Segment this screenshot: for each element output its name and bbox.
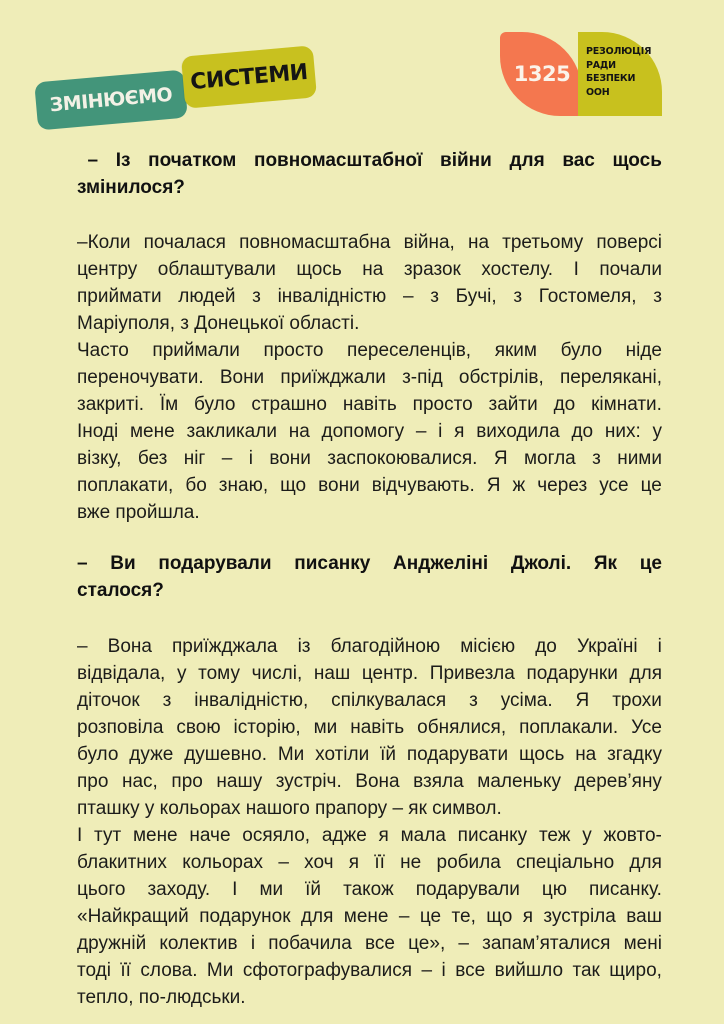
logo-word-zminiuiemo: ЗМІНЮЄМО — [34, 70, 188, 131]
word: ж — [512, 475, 526, 496]
answer-2-line — [77, 741, 662, 768]
logo-line: БЕЗПЕКИ — [586, 73, 636, 84]
word: почали — [599, 259, 662, 280]
word: до — [553, 394, 576, 415]
word: вони — [318, 475, 360, 496]
word: у — [176, 663, 187, 684]
word: діточок — [77, 690, 140, 711]
word: жовто- — [603, 825, 662, 846]
word: Я — [486, 475, 501, 496]
answer-1-line — [77, 472, 662, 499]
word: Джолі. — [510, 553, 572, 574]
word: переночувати. — [77, 367, 204, 388]
word: зразок — [403, 259, 461, 280]
word: побачила — [268, 933, 352, 954]
word: мене — [343, 906, 389, 927]
word: – — [77, 636, 88, 657]
word: почалася — [143, 232, 226, 253]
word: обстрілів, — [458, 367, 544, 388]
word: Вона — [355, 771, 400, 792]
word: приймати — [77, 286, 162, 307]
word: – — [278, 852, 289, 873]
word: І — [573, 259, 579, 280]
word: тоді — [77, 960, 111, 981]
word: Із — [115, 150, 131, 171]
word: на — [575, 744, 597, 765]
answer-1-line — [77, 445, 662, 472]
answer-1-line — [77, 418, 662, 445]
word: І — [232, 879, 238, 900]
word: ми — [313, 717, 338, 738]
answer-1-line — [77, 337, 662, 364]
answer-1-line — [77, 364, 662, 391]
word: писанку — [294, 553, 371, 574]
word: для — [300, 906, 334, 927]
word: Привезла — [429, 663, 515, 684]
word: кольорах — [182, 852, 264, 873]
word: поплакали. — [519, 717, 619, 738]
word: з — [592, 448, 601, 469]
word: спеціально — [516, 852, 615, 873]
word: на — [467, 232, 490, 253]
word: яким — [494, 340, 537, 361]
word: зустріч. — [275, 771, 342, 792]
word: подарували — [158, 553, 272, 574]
word: через — [537, 475, 588, 496]
word: на — [362, 259, 384, 280]
word: могла — [523, 448, 576, 469]
word: те, — [451, 906, 476, 927]
logo-resolution-text — [586, 45, 651, 99]
word: і — [441, 960, 446, 981]
word: з — [513, 286, 523, 307]
word: заходу. — [147, 879, 211, 900]
word: їй — [305, 879, 322, 900]
word: усіма. — [500, 690, 553, 711]
word: навіть — [350, 717, 405, 738]
word: я — [522, 906, 533, 927]
question-2-line: сталося? — [77, 580, 164, 601]
answer-2-line — [77, 822, 662, 849]
word: душевно. — [184, 744, 268, 765]
word: поверсі — [596, 232, 662, 253]
word: з — [653, 286, 662, 307]
word: місією — [460, 636, 516, 657]
word: хостелу. — [481, 259, 554, 280]
answer-2-line — [77, 957, 662, 984]
word: Бучі, — [455, 286, 497, 307]
answer-1-line — [77, 391, 662, 418]
logo-line: РАДИ — [586, 59, 616, 71]
word: щиро, — [609, 960, 662, 981]
word: не — [400, 852, 422, 873]
word: у — [652, 421, 662, 442]
word: – — [398, 906, 410, 927]
word: що — [280, 475, 307, 496]
word: вийшло — [494, 960, 564, 981]
word: взяла — [413, 771, 464, 792]
word: із — [297, 636, 311, 657]
word: ніде — [625, 340, 662, 361]
word: – — [77, 150, 99, 171]
word: я — [378, 825, 389, 846]
word: Їм — [159, 394, 179, 415]
answer-2-line — [77, 660, 662, 687]
word: бо — [185, 475, 207, 496]
word: писанку — [457, 825, 528, 846]
word: згадку — [607, 744, 662, 765]
word: блакитних — [77, 852, 167, 873]
word: Я — [575, 690, 590, 711]
answer-2-line — [77, 714, 662, 741]
question-1-line: змінилося? — [77, 177, 185, 198]
word: ми — [259, 879, 284, 900]
word: обнялися, — [417, 717, 507, 738]
word: відвідала, — [77, 663, 166, 684]
word: зустріла — [543, 906, 616, 927]
word: це — [419, 906, 442, 927]
word: них: — [604, 421, 641, 442]
word: ваш — [626, 906, 662, 927]
word: дерев’яну — [574, 771, 662, 792]
word: з-під — [402, 367, 443, 388]
logo-orange-leaf — [500, 32, 582, 116]
answer-2-line — [77, 687, 662, 714]
word: її — [374, 852, 385, 873]
word: було — [560, 340, 603, 361]
answer-2-line — [77, 849, 662, 876]
word: Вони — [219, 367, 265, 388]
word: осяяло, — [242, 825, 311, 846]
word: щось — [296, 259, 342, 280]
word: людей — [178, 286, 236, 307]
word: Іноді — [77, 421, 119, 442]
word: вас — [562, 150, 595, 171]
word: тут — [94, 825, 122, 846]
word: все — [365, 933, 395, 954]
word: Вона — [107, 636, 152, 657]
word: без — [137, 448, 168, 469]
word: Анджеліні — [393, 553, 489, 574]
word: – — [403, 286, 414, 307]
word: переселенців, — [347, 340, 472, 361]
word: колектив — [159, 933, 238, 954]
answer-2-line — [77, 876, 662, 903]
word: щось — [612, 150, 662, 171]
word: теж — [538, 825, 571, 846]
word: навіть — [342, 394, 397, 415]
word: хотіли — [315, 744, 370, 765]
word: було — [77, 744, 119, 765]
word: приїжджали — [280, 367, 386, 388]
word: і — [250, 933, 256, 954]
word: це — [640, 475, 662, 496]
word: Усе — [631, 717, 662, 738]
question-1-line — [77, 147, 662, 174]
word: війни — [440, 150, 492, 171]
word: центру — [77, 259, 138, 280]
word: до — [535, 636, 557, 657]
word: з — [469, 690, 478, 711]
answer-2-line — [77, 633, 662, 660]
word: інвалідністю, — [194, 690, 309, 711]
word: так — [572, 960, 600, 981]
word: – — [77, 553, 88, 574]
word: благодійною — [330, 636, 441, 657]
word: до — [571, 421, 594, 442]
word: цю — [541, 879, 567, 900]
word: що — [486, 906, 513, 927]
word: на — [288, 421, 310, 442]
word: і — [248, 448, 253, 469]
word: про — [171, 771, 203, 792]
word: Ми — [277, 744, 305, 765]
word: Гостомеля, — [538, 286, 637, 307]
word: історію, — [233, 717, 301, 738]
answer-2-line: пташку у кольорах нашого прапору – як символ. — [77, 798, 502, 819]
answer-1-line — [77, 256, 662, 283]
word: кімнати. — [591, 394, 662, 415]
word: це», — [408, 933, 446, 954]
word: я — [454, 421, 465, 442]
logo-line: ООН — [586, 86, 610, 98]
word: інвалідністю — [277, 286, 387, 307]
word: просто — [263, 340, 324, 361]
word: запам’яталися — [482, 933, 611, 954]
word: візку, — [77, 448, 122, 469]
word: слова. — [140, 960, 198, 981]
word: облаштували — [157, 259, 276, 280]
answer-1-line: Маріуполя, з Донецької області. — [77, 313, 360, 334]
word: третьому — [502, 232, 584, 253]
word: повномасштабної — [253, 150, 423, 171]
word: дружній — [77, 933, 147, 954]
word: було — [194, 394, 236, 415]
word: перелякані, — [559, 367, 662, 388]
word: повномасштабна — [239, 232, 391, 253]
word: дуже — [129, 744, 174, 765]
word: писанку. — [589, 879, 662, 900]
word: нашу — [216, 771, 263, 792]
word: для — [629, 852, 662, 873]
word: подарунок — [199, 906, 291, 927]
resolution-1325-logo — [498, 31, 664, 117]
zminiuiemo-systemy-logo — [0, 0, 340, 140]
word: і — [657, 636, 662, 657]
word: мені — [623, 933, 662, 954]
word: приймали — [152, 340, 240, 361]
word: числі, — [251, 663, 303, 684]
word: початком — [148, 150, 237, 171]
word: спілкувалася — [331, 690, 447, 711]
word: з — [162, 690, 172, 711]
word: трохи — [612, 690, 662, 711]
word: подарувати — [406, 744, 509, 765]
word: центр. — [361, 663, 419, 684]
word: – — [421, 960, 433, 981]
word: Ви — [110, 553, 136, 574]
logo-word-systemy: СИСТЕМИ — [181, 45, 317, 108]
answer-1-line — [77, 283, 662, 310]
answer-2-line: тепло, по-людськи. — [77, 987, 246, 1008]
word: закриті. — [77, 394, 144, 415]
question-2-line — [77, 550, 662, 577]
word: для — [509, 150, 545, 171]
word: хоч — [304, 852, 334, 873]
word: мене — [132, 825, 178, 846]
word: щось — [518, 744, 565, 765]
word: з — [430, 286, 439, 307]
word: Я — [493, 448, 508, 469]
word: свою — [176, 717, 221, 738]
logo-number-1325: 1325 — [513, 62, 571, 86]
word: закликали — [186, 421, 277, 442]
word: Як — [593, 553, 618, 574]
answer-2-line — [77, 903, 662, 930]
word: адже — [321, 825, 367, 846]
word: Часто — [77, 340, 129, 361]
word: мала — [400, 825, 446, 846]
word: з — [252, 286, 261, 307]
word: поплакати, — [77, 475, 174, 496]
word: сфотографувалися — [242, 960, 413, 981]
word: – — [415, 421, 427, 442]
word: Ми — [206, 960, 234, 981]
word: наш — [313, 663, 351, 684]
word: війна, — [403, 232, 455, 253]
word: І — [77, 825, 83, 846]
answer-2-line — [77, 768, 662, 795]
word: і — [438, 421, 443, 442]
word: ніг — [183, 448, 206, 469]
word: про — [77, 771, 109, 792]
word: «Найкращий — [77, 906, 189, 927]
word: –Коли — [77, 232, 131, 253]
word: наче — [189, 825, 231, 846]
word: просто — [412, 394, 473, 415]
word: її — [120, 960, 131, 981]
word: вони — [269, 448, 311, 469]
word: тому — [198, 663, 240, 684]
word: подарували — [415, 879, 520, 900]
word: мене — [129, 421, 175, 442]
word: приїжджала — [172, 636, 278, 657]
word: також — [343, 879, 394, 900]
word: їй — [380, 744, 396, 765]
word: для — [629, 663, 662, 684]
word: усе — [599, 475, 629, 496]
answer-2-line — [77, 930, 662, 957]
word: розповіла — [77, 717, 164, 738]
word: нас, — [122, 771, 158, 792]
answer-1-line: вже пройшла. — [77, 502, 200, 523]
word: маленьку — [477, 771, 561, 792]
logo-line: РЕЗОЛЮЦІЯ — [586, 46, 652, 57]
word: це — [639, 553, 662, 574]
word: подарунки — [526, 663, 618, 684]
word: допомогу — [321, 421, 405, 442]
word: заспокоювалися. — [327, 448, 478, 469]
word: виходила — [476, 421, 560, 442]
word: ними — [617, 448, 662, 469]
word: я — [348, 852, 360, 873]
answer-1-line — [77, 229, 662, 256]
word: знаю, — [218, 475, 269, 496]
word: – — [458, 933, 469, 954]
word: відчувають. — [371, 475, 475, 496]
word: страшно — [251, 394, 327, 415]
word: Україні — [576, 636, 638, 657]
word: цього — [77, 879, 126, 900]
word: – — [221, 448, 233, 469]
word: все — [455, 960, 486, 981]
word: зайти — [488, 394, 538, 415]
word: у — [582, 825, 592, 846]
word: робила — [436, 852, 501, 873]
